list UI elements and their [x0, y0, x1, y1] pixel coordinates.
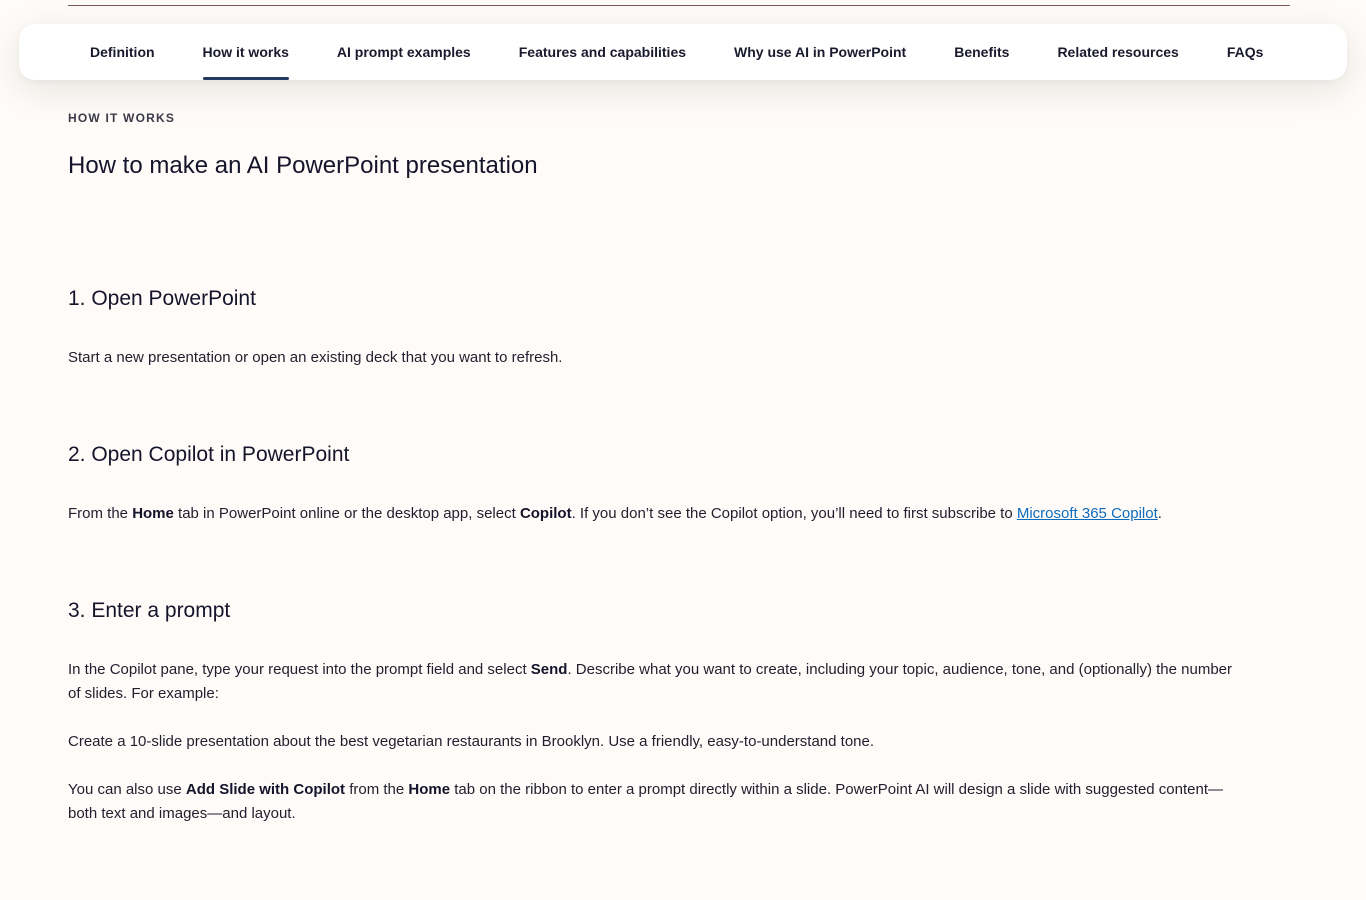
- home-tab-term: Home: [132, 505, 174, 522]
- microsoft-365-copilot-link[interactable]: Microsoft 365 Copilot: [1016, 505, 1158, 522]
- step-3-heading: 3. Enter a prompt: [68, 599, 231, 622]
- step-2-text-part: .: [1157, 505, 1162, 522]
- subnav-item-benefits[interactable]: Benefits: [954, 44, 1010, 60]
- subnav-item-definition[interactable]: Definition: [90, 44, 155, 60]
- subnav-item-why-use-ai[interactable]: Why use AI in PowerPoint: [734, 44, 907, 60]
- subnav-item-how-it-works[interactable]: How it works: [203, 24, 289, 80]
- section-eyebrow: HOW IT WORKS: [68, 111, 176, 125]
- add-slide-with-copilot-term: Add Slide with Copilot: [185, 781, 346, 798]
- copilot-term: Copilot: [519, 505, 572, 522]
- subnav-item-features-and-capabilities[interactable]: Features and capabilities: [518, 44, 687, 60]
- home-tab-term: Home: [408, 781, 451, 798]
- step-2-text-part: . If you don’t see the Copilot option, you’ll need to first subscribe to: [571, 505, 1017, 522]
- subnav-item-related-resources[interactable]: Related resources: [1057, 44, 1179, 60]
- step-3-text-part: You can also use: [68, 781, 186, 798]
- subnav-item-faqs[interactable]: FAQs: [1226, 44, 1264, 60]
- send-term: Send: [530, 661, 568, 678]
- step-2-text-part: From the: [68, 505, 133, 522]
- step-3-text-part: . Describe what you want to create, including your topic, audience, tone, and (optionally) the number of slides. For example:: [68, 661, 1233, 702]
- step-3-paragraph-3: [68, 778, 1238, 826]
- step-3-text-part: tab on the ribbon to enter a prompt directly within a slide. PowerPoint AI will design a slide with suggested content—both text and images—and layout.: [68, 781, 1224, 822]
- step-2-text-part: tab in PowerPoint online or the desktop app, select: [173, 505, 520, 522]
- section-subnav: [19, 24, 1347, 80]
- step-3-paragraph-1: [68, 658, 1238, 706]
- step-2-heading: 2. Open Copilot in PowerPoint: [68, 443, 350, 466]
- step-3-example-prompt: Create a 10-slide presentation about the best vegetarian restaurants in Brooklyn. Use a friendly, easy-to-understand tone.: [68, 733, 875, 750]
- step-2-text: [68, 502, 1238, 526]
- step-1-text: Start a new presentation or open an existing deck that you want to refresh.: [68, 349, 563, 366]
- step-1-heading: 1. Open PowerPoint: [68, 287, 256, 310]
- subnav-list: [19, 24, 1347, 80]
- page-title: How to make an AI PowerPoint presentation: [68, 152, 538, 179]
- top-divider: [68, 5, 1290, 6]
- step-3-text-part: In the Copilot pane, type your request into the prompt field and select: [68, 661, 531, 678]
- step-3-text-part: from the: [345, 781, 409, 798]
- subnav-item-ai-prompt-examples[interactable]: AI prompt examples: [336, 44, 471, 60]
